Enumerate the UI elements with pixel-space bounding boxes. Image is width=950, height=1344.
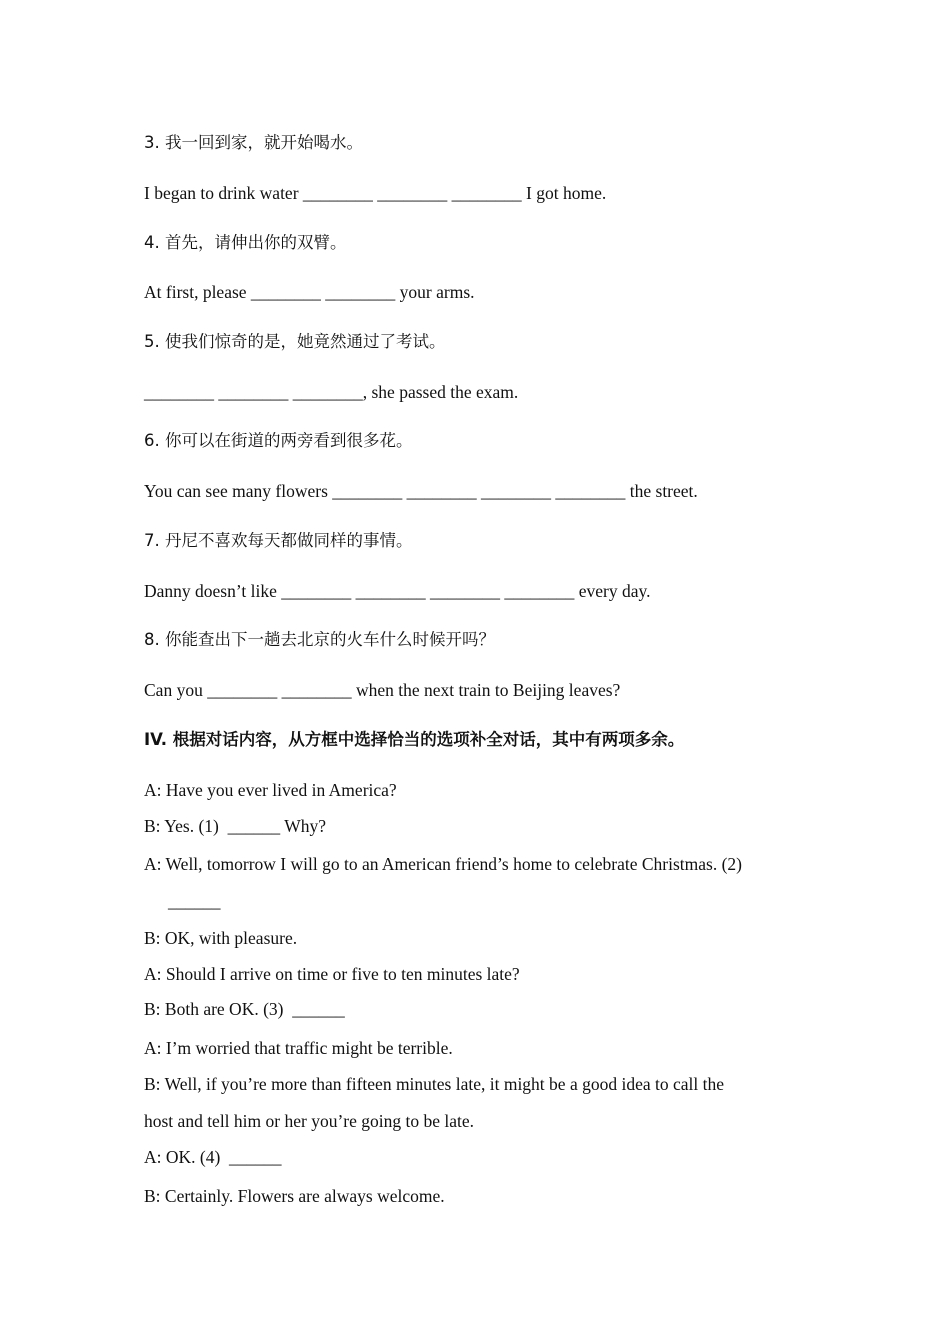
dialogue-line: A: OK. (4) ______ [144, 1147, 282, 1167]
dialogue-line: A: Have you ever lived in America? [144, 780, 397, 800]
question-5-chinese: 5. 使我们惊奇的是，她竟然通过了考试。 [144, 332, 446, 351]
dialogue-line: B: Both are OK. (3) ______ [144, 999, 345, 1019]
dialogue-line: B: Yes. (1) ______ Why? [144, 816, 326, 836]
dialogue-line: ______ [168, 891, 221, 911]
dialogue-line: A: Well, tomorrow I will go to an American friend’s home to celebrate Christmas. (2) [144, 854, 742, 874]
dialogue-line: B: Well, if you’re more than fifteen minutes late, it might be a good idea to call the [144, 1074, 724, 1094]
section-4-heading: IV. 根据对话内容，从方框中选择恰当的选项补全对话，其中有两项多余。 [144, 730, 685, 749]
question-3-chinese: 3. 我一回到家，就开始喝水。 [144, 133, 363, 152]
question-6-english: You can see many flowers ________ ________ ________ ________ the street. [144, 481, 698, 501]
question-5-english: ________ ________ ________, she passed the exam. [144, 382, 519, 402]
question-8-english: Can you ________ ________ when the next train to Beijing leaves? [144, 680, 621, 700]
dialogue-line: B: OK, with pleasure. [144, 928, 298, 948]
question-3-english: I began to drink water ________ ________ ________ I got home. [144, 183, 607, 203]
question-7-chinese: 7. 丹尼不喜欢每天都做同样的事情。 [144, 531, 413, 550]
dialogue-line: B: Certainly. Flowers are always welcome. [144, 1186, 445, 1206]
question-4-english: At first, please ________ ________ your arms. [144, 282, 475, 302]
dialogue-line: A: Should I arrive on time or five to ten minutes late? [144, 964, 520, 984]
question-6-chinese: 6. 你可以在街道的两旁看到很多花。 [144, 431, 413, 450]
dialogue-line: A: I’m worried that traffic might be terrible. [144, 1038, 453, 1058]
question-8-chinese: 8. 你能查出下一趟去北京的火车什么时候开吗？ [144, 630, 495, 649]
dialogue-line: host and tell him or her you’re going to be late. [144, 1111, 474, 1131]
question-7-english: Danny doesn’t like ________ ________ ________ ________ every day. [144, 581, 651, 601]
question-4-chinese: 4. 首先，请伸出你的双臂。 [144, 233, 347, 252]
